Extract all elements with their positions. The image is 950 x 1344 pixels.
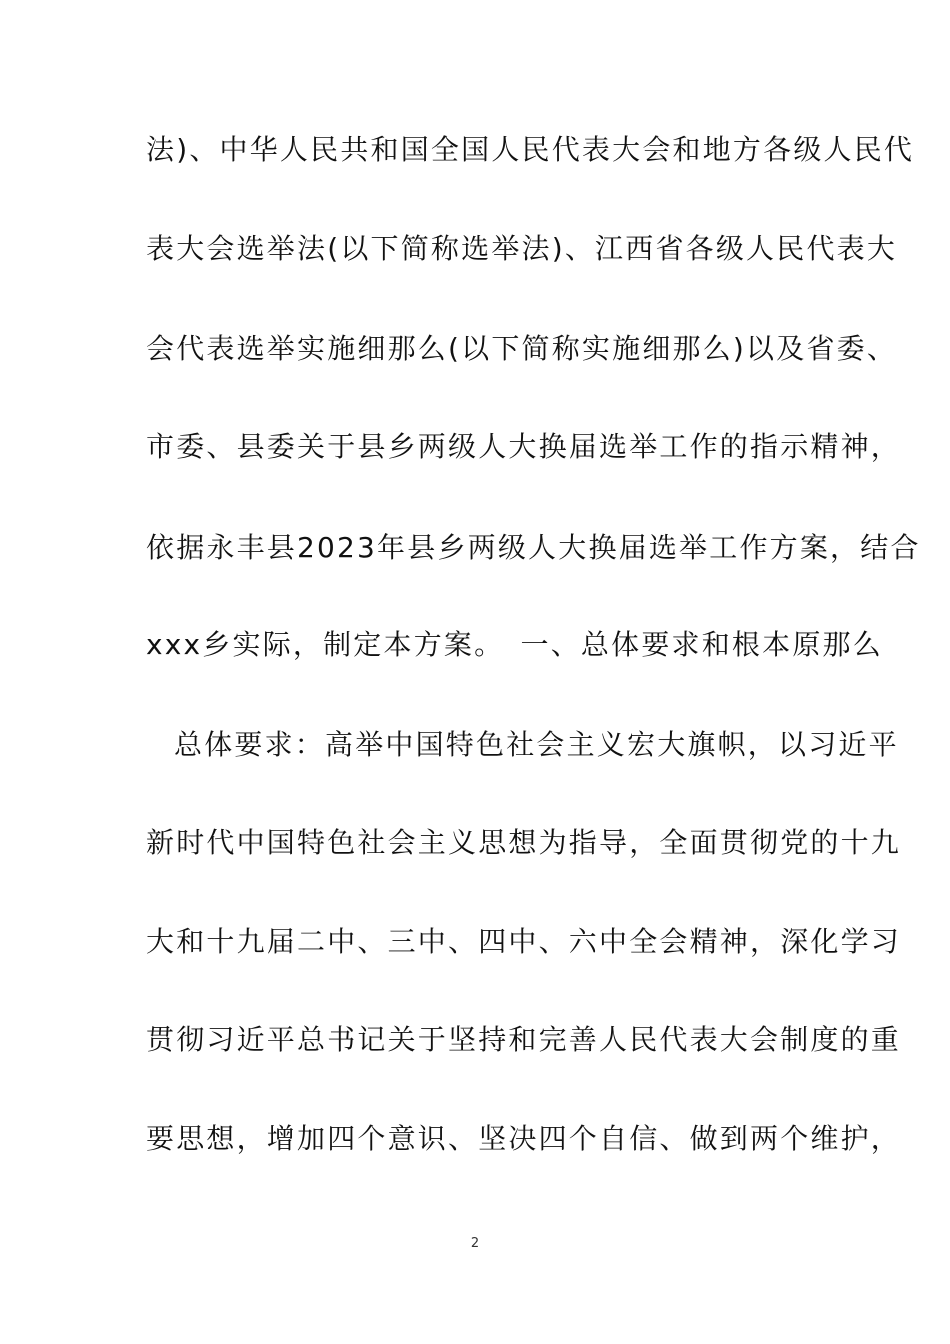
body-text-line-7: 总体要求：高举中国特色社会主义宏大旗帜，以习近平 — [174, 728, 899, 761]
body-text-line-6: xxx乡实际，制定本方案。 一、总体要求和根本原那么 — [146, 628, 883, 661]
body-text-line-2: 表大会选举法(以下简称选举法)、江西省各级人民代表大 — [146, 232, 898, 265]
body-text-line-9: 大和十九届二中、三中、四中、六中全会精神，深化学习 — [146, 925, 902, 958]
page-number: 2 — [470, 1236, 480, 1251]
body-text-line-1: 法)、中华人民共和国全国人民代表大会和地方各级人民代 — [146, 133, 915, 166]
body-text-line-3: 会代表选举实施细那么(以下简称实施细那么)以及省委、 — [146, 332, 898, 365]
body-text-line-11: 要思想，增加四个意识、坚决四个自信、做到两个维护， — [146, 1122, 902, 1155]
body-text-line-5: 依据永丰县2023年县乡两级人大换届选举工作方案，结合 — [146, 531, 921, 564]
body-text-line-4: 市委、县委关于县乡两级人大换届选举工作的指示精神， — [146, 430, 902, 463]
body-text-line-10: 贯彻习近平总书记关于坚持和完善人民代表大会制度的重 — [146, 1023, 902, 1056]
body-text-line-8: 新时代中国特色社会主义思想为指导，全面贯彻党的十九 — [146, 826, 902, 859]
